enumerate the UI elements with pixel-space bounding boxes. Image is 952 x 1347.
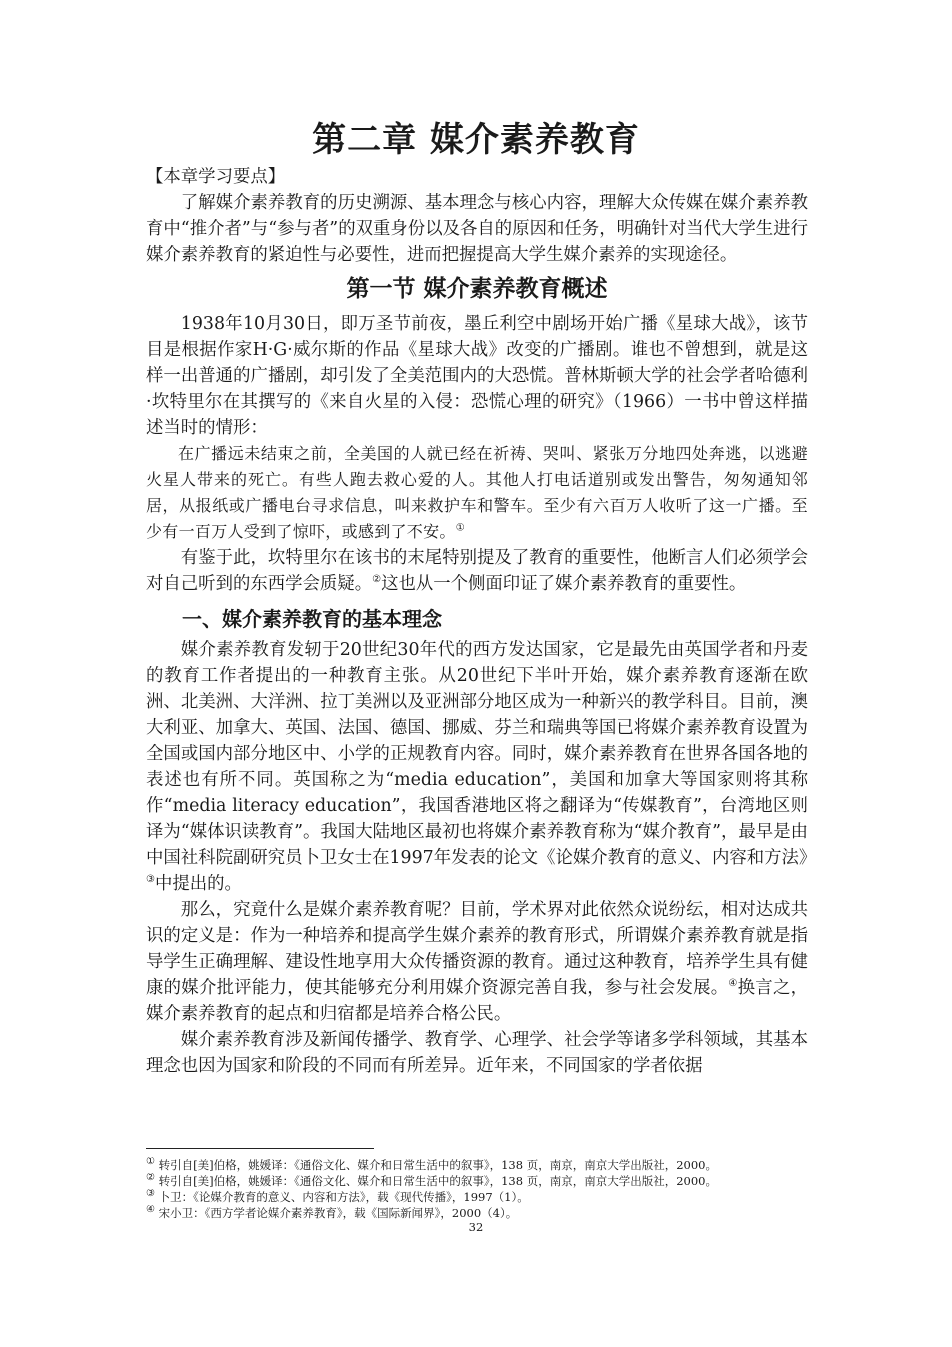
footnote-item — [146, 1189, 816, 1205]
chapter-title: 第二章 媒介素养教育 — [312, 120, 640, 160]
key-points-text: 了解媒介素养教育的历史溯源、基本理念与核心内容，理解大众传媒在媒介素养教育中“推介者”与“参与者”的双重身份以及各自的原因和任务，明确针对当代大学生进行媒介素养教育的紧迫性与必要性，进而把握提高大学生媒介素养的实现途径。 — [146, 193, 808, 265]
page-number: 32 — [468, 1220, 484, 1234]
subsection-paragraph-2-part-a: 那么，究竟什么是媒介素养教育呢？目前，学术界对此依然众说纷纭，相对达成共识的定义是：作为一种培养和提高学生媒介素养的教育形式，所谓媒介素养教育就是指导学生正确理解、建设性地享用大众传播资源的教育。通过这种教育，培养学生具有健康的媒介批评能力，使其能够充分利用媒介资源完善自我，参与社会发展。 — [146, 900, 808, 998]
subsection-title: 一、媒介素养教育的基本理念 — [182, 607, 442, 631]
subsection-paragraph-3: 媒介素养教育涉及新闻传播学、教育学、心理学、社会学等诸多学科领域，其基本理念也因为国家和阶段的不同而有所差异。近年来，不同国家的学者依据 — [146, 1030, 808, 1076]
footnote-text: 转引自[美]伯格，姚媛译：《通俗文化、媒介和日常生活中的叙事》，138 页，南京，南京大学出版社，2000。 — [158, 1158, 717, 1172]
subsection-paragraph-1 — [146, 637, 817, 897]
footnote-reference-4: ④ — [728, 978, 738, 990]
subsection-paragraph-1-part-a: 媒介素养教育发轫于20世纪30年代的西方发达国家，它是最先由英国学者和丹麦的教育工作者提出的一种教育主张。从20世纪下半叶开始，媒介素养教育逐渐在欧洲、北美洲、大洋洲、拉丁美洲以及亚洲部分地区成为一种新兴的教学科目。目前，澳大利亚、加拿大、英国、法国、德国、挪威、芬兰和瑞典等国已将媒介素养教育设置为全国或国内部分地区中、小学的正规教育内容。同时，媒介素养教育在世界各国各地的表述也有所不同。英国称之为“media education”，美国和加拿大等国家则将其称作“media literacy education”，我国香港地区将之翻译为“传媒教育”，台湾地区则译为“媒体识读教育”。我国大陆地区最初也将媒介素养教育称为“媒介教育”，最早是由中国社科院副研究员卜卫女士在1997年发表的论文《论媒介教育的意义、内容和方法》 — [146, 640, 817, 868]
footnote-divider — [146, 1148, 374, 1149]
document-body — [146, 164, 817, 1079]
footnote-item — [146, 1205, 816, 1221]
footnote-reference-2: ② — [372, 574, 382, 586]
key-points-heading: 【本章学习要点】 — [146, 167, 286, 187]
footnote-mark: ④ — [146, 1205, 155, 1216]
footnote-reference-3: ③ — [146, 874, 155, 886]
section-paragraph-2-part-a: 有鉴于此，坎特里尔在该书的末尾特别提及了教育的重要性，他断言人们必须学会对自己听到的东西学会质疑。 — [146, 548, 808, 594]
footnote-reference-1: ① — [455, 522, 465, 534]
footnote-mark: ③ — [146, 1189, 155, 1200]
section-paragraph-2 — [146, 545, 808, 597]
block-quote-text: 在广播远未结束之前，全美国的人就已经在祈祷、哭叫、紧张万分地四处奔逃，以逃避火星人带来的死亡。有些人跑去救心爱的人。其他人打电话道别或发出警告，匆匆通知邻居，从报纸或广播电台寻求信息，叫来救护车和警车。至少有六百万人收听了这一广播。至少有一百万人受到了惊吓，或感到了不安。 — [146, 444, 808, 541]
section-title: 第一节 媒介素养教育概述 — [346, 276, 608, 302]
section-paragraph-2-part-b: 这也从一个侧面印证了媒介素养教育的重要性。 — [381, 574, 747, 594]
footnote-mark: ② — [146, 1173, 155, 1184]
block-quote — [146, 441, 808, 545]
footnote-item — [146, 1173, 816, 1189]
footnote-text: 宋小卫：《西方学者论媒介素养教育》，载《国际新闻界》，2000（4）。 — [158, 1206, 518, 1220]
footnote-text: 转引自[美]伯格，姚媛译：《通俗文化、媒介和日常生活中的叙事》，138 页，南京，南京大学出版社，2000。 — [158, 1174, 717, 1188]
subsection-paragraph-2-part-b: 换言之，媒介素养教育的起点和归宿都是培养合格公民。 — [146, 978, 808, 1024]
footnote-mark: ① — [146, 1157, 155, 1168]
footnote-item — [146, 1157, 816, 1173]
subsection-paragraph-2 — [146, 897, 808, 1027]
footnotes — [146, 1157, 816, 1221]
subsection-paragraph-1-part-b: 中提出的。 — [154, 874, 242, 894]
section-paragraph-1: 1938年10月30日，即万圣节前夜，墨丘利空中剧场开始广播《星球大战》，该节目是根据作家H·G·威尔斯的作品《星球大战》改变的广播剧。谁也不曾想到，就是这样一出普通的广播剧，却引发了全美范围内的大恐慌。普林斯顿大学的社会学者哈德利·坎特里尔在其撰写的《来自火星的入侵：恐慌心理的研究》（1966）一书中曾这样描述当时的情形： — [146, 314, 808, 438]
footnote-text: 卜卫：《论媒介教育的意义、内容和方法》，载《现代传播》，1997（1）。 — [158, 1190, 529, 1204]
